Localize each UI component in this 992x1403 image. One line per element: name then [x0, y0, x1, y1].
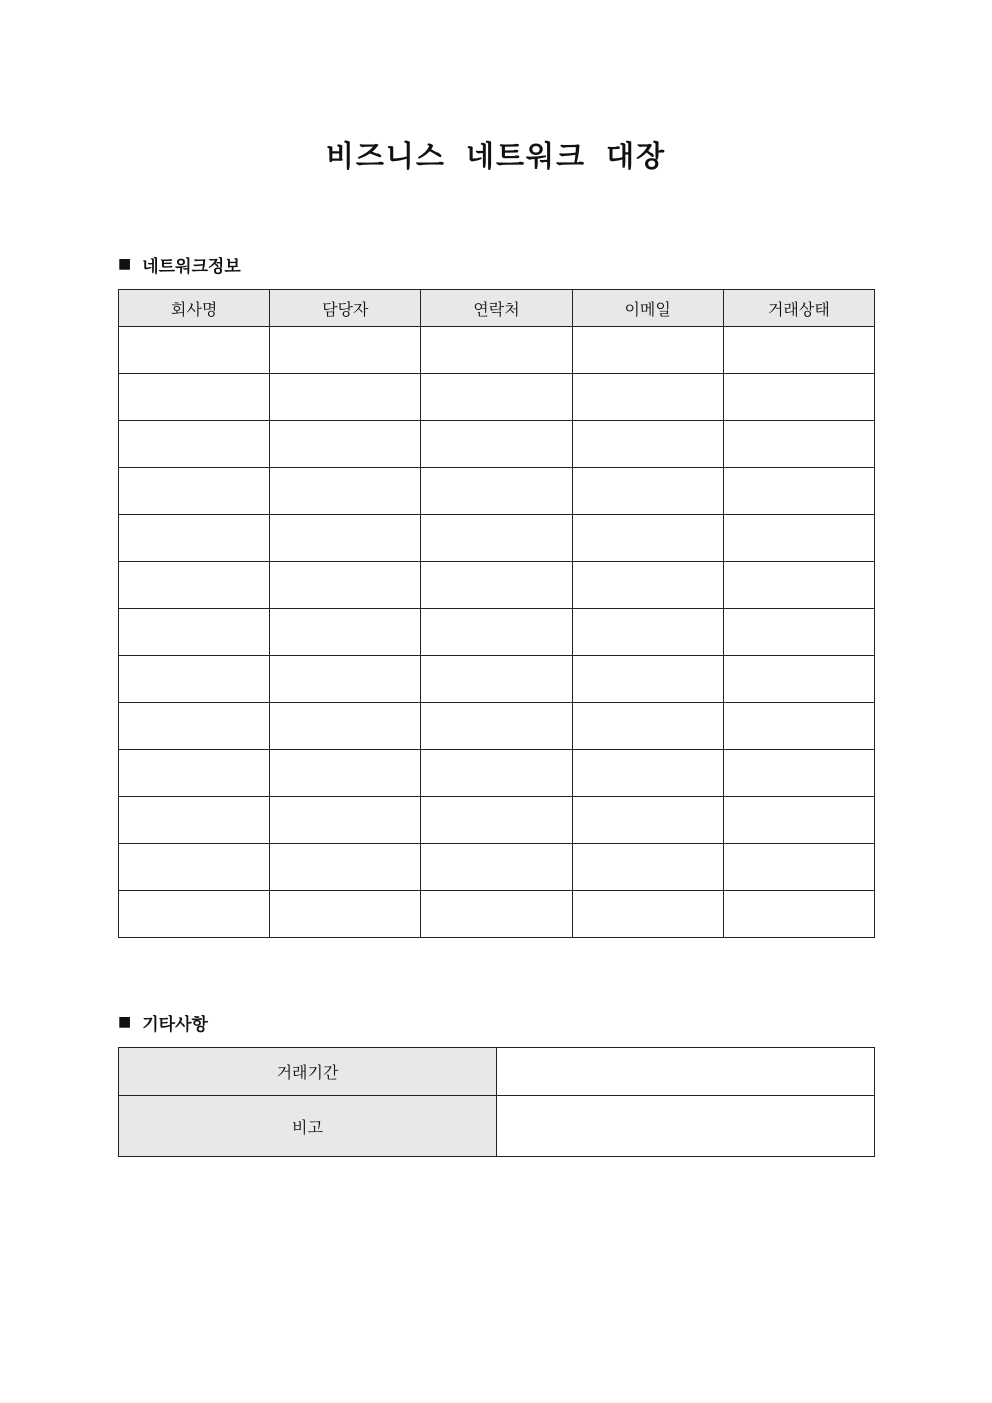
cell-contact-person[interactable] — [270, 797, 421, 844]
cell-trade-status[interactable] — [723, 327, 874, 374]
square-bullet-icon: ■ — [118, 1014, 132, 1030]
cell-contact-person[interactable] — [270, 515, 421, 562]
square-bullet-icon: ■ — [118, 256, 132, 272]
note-row — [119, 1096, 875, 1157]
cell-email[interactable] — [572, 562, 723, 609]
table-row — [119, 421, 875, 468]
cell-trade-status[interactable] — [723, 421, 874, 468]
cell-company[interactable] — [119, 468, 270, 515]
cell-email[interactable] — [572, 703, 723, 750]
network-table-body — [119, 327, 875, 938]
cell-contact-person[interactable] — [270, 750, 421, 797]
network-section-title: 네트워크정보 — [142, 256, 241, 277]
cell-contact-person[interactable] — [270, 374, 421, 421]
cell-company[interactable] — [119, 891, 270, 938]
cell-company[interactable] — [119, 374, 270, 421]
cell-trade-status[interactable] — [723, 703, 874, 750]
etc-section-heading — [118, 1009, 208, 1035]
table-row — [119, 750, 875, 797]
cell-phone[interactable] — [421, 562, 572, 609]
cell-trade-status[interactable] — [723, 374, 874, 421]
table-row — [119, 327, 875, 374]
cell-contact-person[interactable] — [270, 891, 421, 938]
column-header-company: 회사명 — [119, 290, 270, 327]
cell-email[interactable] — [572, 609, 723, 656]
cell-email[interactable] — [572, 374, 723, 421]
table-row — [119, 891, 875, 938]
cell-email[interactable] — [572, 515, 723, 562]
cell-phone[interactable] — [421, 327, 572, 374]
cell-phone[interactable] — [421, 468, 572, 515]
column-header-email: 이메일 — [572, 290, 723, 327]
cell-email[interactable] — [572, 750, 723, 797]
cell-phone[interactable] — [421, 844, 572, 891]
cell-phone[interactable] — [421, 750, 572, 797]
cell-email[interactable] — [572, 891, 723, 938]
network-section-heading — [118, 251, 241, 277]
cell-company[interactable] — [119, 421, 270, 468]
cell-company[interactable] — [119, 656, 270, 703]
cell-trade-status[interactable] — [723, 844, 874, 891]
cell-contact-person[interactable] — [270, 656, 421, 703]
cell-trade-status[interactable] — [723, 750, 874, 797]
cell-contact-person[interactable] — [270, 327, 421, 374]
cell-company[interactable] — [119, 515, 270, 562]
table-row — [119, 797, 875, 844]
table-row — [119, 468, 875, 515]
cell-email[interactable] — [572, 468, 723, 515]
etc-section-title: 기타사항 — [142, 1014, 208, 1035]
cell-company[interactable] — [119, 844, 270, 891]
cell-trade-status[interactable] — [723, 468, 874, 515]
cell-email[interactable] — [572, 797, 723, 844]
cell-contact-person[interactable] — [270, 562, 421, 609]
cell-trade-status[interactable] — [723, 609, 874, 656]
table-row — [119, 374, 875, 421]
cell-contact-person[interactable] — [270, 609, 421, 656]
table-row — [119, 844, 875, 891]
cell-contact-person[interactable] — [270, 703, 421, 750]
cell-phone[interactable] — [421, 421, 572, 468]
etc-table — [118, 1047, 875, 1157]
note-label: 비고 — [119, 1096, 497, 1157]
table-row — [119, 703, 875, 750]
column-header-contact-person: 담당자 — [270, 290, 421, 327]
cell-trade-status[interactable] — [723, 562, 874, 609]
cell-company[interactable] — [119, 562, 270, 609]
cell-contact-person[interactable] — [270, 844, 421, 891]
cell-contact-person[interactable] — [270, 468, 421, 515]
column-header-phone: 연락처 — [421, 290, 572, 327]
cell-company[interactable] — [119, 609, 270, 656]
cell-company[interactable] — [119, 327, 270, 374]
trade-period-label: 거래기간 — [119, 1048, 497, 1096]
cell-contact-person[interactable] — [270, 421, 421, 468]
table-row — [119, 515, 875, 562]
table-row — [119, 656, 875, 703]
cell-trade-status[interactable] — [723, 797, 874, 844]
table-row — [119, 609, 875, 656]
column-header-trade-status: 거래상태 — [723, 290, 874, 327]
cell-trade-status[interactable] — [723, 656, 874, 703]
cell-email[interactable] — [572, 327, 723, 374]
network-table-header-row — [119, 290, 875, 327]
cell-email[interactable] — [572, 844, 723, 891]
cell-trade-status[interactable] — [723, 891, 874, 938]
network-table — [118, 289, 875, 938]
cell-company[interactable] — [119, 750, 270, 797]
cell-email[interactable] — [572, 656, 723, 703]
cell-trade-status[interactable] — [723, 515, 874, 562]
cell-company[interactable] — [119, 797, 270, 844]
cell-phone[interactable] — [421, 656, 572, 703]
cell-phone[interactable] — [421, 797, 572, 844]
cell-phone[interactable] — [421, 891, 572, 938]
cell-phone[interactable] — [421, 374, 572, 421]
cell-phone[interactable] — [421, 703, 572, 750]
table-row — [119, 562, 875, 609]
note-value[interactable] — [497, 1096, 875, 1157]
cell-phone[interactable] — [421, 609, 572, 656]
trade-period-row — [119, 1048, 875, 1096]
cell-email[interactable] — [572, 421, 723, 468]
cell-phone[interactable] — [421, 515, 572, 562]
trade-period-value[interactable] — [497, 1048, 875, 1096]
cell-company[interactable] — [119, 703, 270, 750]
page-title: 비즈니스 네트워크 대장 — [325, 139, 667, 173]
